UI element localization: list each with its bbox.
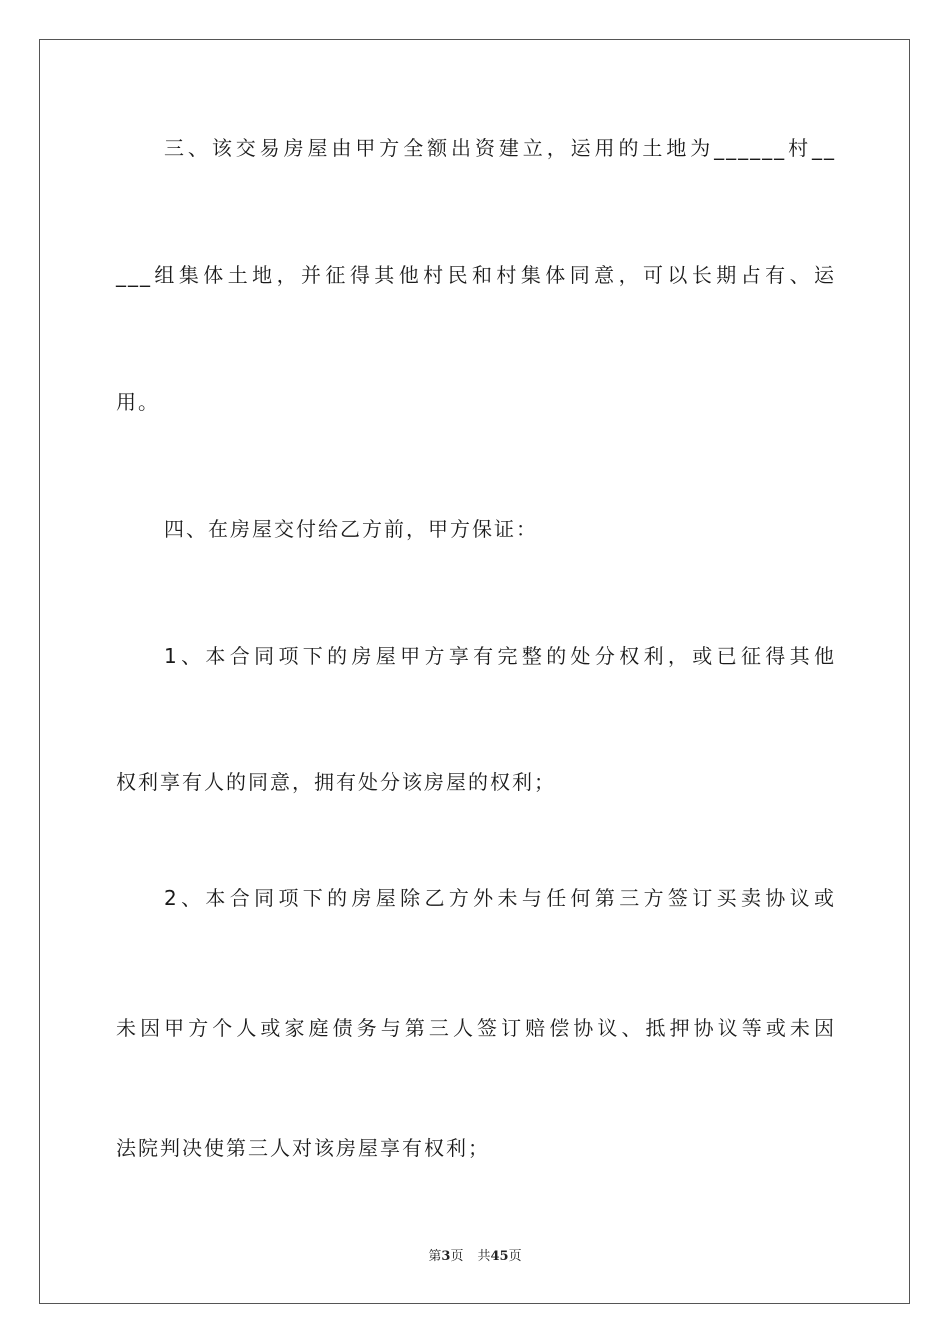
footer-page-prefix: 第: [428, 1249, 442, 1264]
footer-total-suffix: 页: [508, 1249, 522, 1264]
item-2-line-3: 法院判决使第三人对该房屋享有权利；: [116, 1136, 490, 1160]
item-1-line-2: 权利享有人的同意，拥有处分该房屋的权利；: [116, 770, 556, 794]
paragraph-3-line-1: 三、该交易房屋由甲方全额出资建立，运用的土地为______村__: [164, 136, 836, 160]
paragraph-3-line-3: 用。: [116, 390, 160, 414]
item-2-line-1: 2、本合同项下的房屋除乙方外未与任何第三方签订买卖协议或: [164, 886, 836, 910]
footer-page-number: 3: [441, 1249, 451, 1264]
paragraph-4-heading: 四、在房屋交付给乙方前，甲方保证：: [164, 517, 538, 541]
page-footer: [0, 1248, 950, 1266]
page-border: [39, 39, 910, 1304]
footer-total-pages: 45: [490, 1249, 509, 1264]
footer-total-prefix: 共: [477, 1249, 491, 1264]
item-1-line-1: 1、本合同项下的房屋甲方享有完整的处分权利，或已征得其他: [164, 644, 836, 668]
item-2-line-2: 未因甲方个人或家庭债务与第三人签订赔偿协议、抵押协议等或未因: [116, 1016, 836, 1040]
paragraph-3-line-2: ___组集体土地，并征得其他村民和村集体同意，可以长期占有、运: [116, 263, 836, 287]
footer-page-suffix: 页: [450, 1249, 464, 1264]
